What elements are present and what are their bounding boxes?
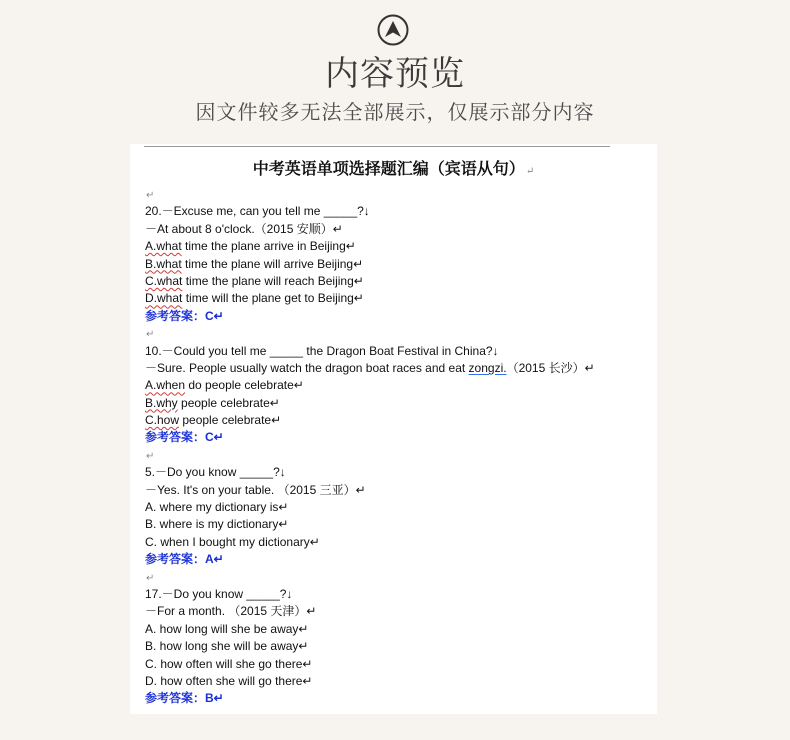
blank-line: [145, 569, 645, 586]
question-line: 20.－Excuse me, can you tell me _____?↓: [145, 204, 370, 219]
option-text: time the plane will arrive Beijing↵: [181, 256, 364, 271]
document-title-text: 中考英语单项选择题汇编（宾语从句）: [252, 159, 525, 178]
option-label: D.what: [145, 291, 183, 306]
option-line: [145, 273, 645, 290]
question-line: B. where is my dictionary↵: [145, 517, 289, 532]
option-label: A.when: [145, 378, 186, 393]
question-line: [145, 360, 645, 377]
option-line: [145, 377, 645, 394]
answer-line: 参考答案：C↵: [145, 308, 224, 323]
document-title: [130, 156, 657, 179]
blank-line: [145, 325, 645, 342]
question-line: －At about 8 o'clock.（2015 安顺）↵: [145, 221, 343, 236]
return-mark: ↵: [146, 450, 155, 462]
option-label: B.what: [145, 256, 182, 271]
question-line: C. how often will she go there↵: [145, 656, 313, 671]
blank-line: [145, 447, 645, 464]
option-line: [145, 412, 645, 429]
blank-line: [145, 186, 645, 203]
question-line: 10.－Could you tell me _____ the Dragon Boat Festival in China?↓: [145, 343, 499, 358]
option-line: [145, 290, 645, 307]
return-mark: ↵: [525, 166, 535, 177]
option-label: C.how: [145, 413, 180, 428]
option-line: [145, 238, 645, 255]
page-subtitle: 因文件较多无法全部展示，仅展示部分内容: [195, 100, 595, 124]
return-mark: ↵: [146, 190, 155, 201]
option-label: A.what: [145, 239, 182, 254]
question-line: 5.－Do you know _____?↓: [145, 465, 286, 480]
question-line: 17.－Do you know _____?↓: [145, 586, 293, 601]
question-line: －Yes. It's on your table. （2015 三亚）↵: [145, 482, 366, 497]
up-arrow-circle-icon[interactable]: [377, 14, 409, 46]
option-text: people celebrate↵: [179, 413, 282, 428]
option-text: people celebrate↵: [177, 395, 280, 410]
question-line: B. how long she will be away↵: [145, 639, 309, 654]
option-text: time the plane will reach Beijing↵: [182, 273, 364, 288]
header-divider: [144, 146, 610, 147]
option-text: time the plane arrive in Beijing↵: [181, 239, 356, 254]
document-body: [145, 186, 645, 708]
question-line: A. where my dictionary is↵: [145, 500, 289, 515]
question-line: D. how often she will go there↵: [145, 673, 313, 688]
line-text: （2015 长沙）↵: [506, 360, 595, 375]
option-label: C.what: [145, 273, 183, 288]
return-mark: ↵: [146, 572, 155, 584]
underlined-word: zongzi.: [468, 360, 507, 375]
option-label: B.why: [145, 395, 178, 410]
question-line: A. how long will she be away↵: [145, 621, 309, 636]
question-line: －For a month. （2015 天津）↵: [145, 604, 317, 619]
answer-line: 参考答案：C↵: [145, 430, 224, 445]
return-mark: ↵: [146, 329, 155, 341]
page-title: 内容预览: [325, 54, 465, 94]
question-line: C. when I bought my dictionary↵: [145, 534, 320, 549]
line-text: －Sure. People usually watch the dragon boat races and eat: [145, 360, 469, 375]
option-line: [145, 395, 645, 412]
answer-line: 参考答案：A↵: [145, 552, 224, 567]
option-text: do people celebrate↵: [185, 378, 304, 393]
answer-line: 参考答案：B↵: [145, 691, 224, 706]
option-text: time will the plane get to Beijing↵: [182, 291, 364, 306]
option-line: [145, 256, 645, 273]
